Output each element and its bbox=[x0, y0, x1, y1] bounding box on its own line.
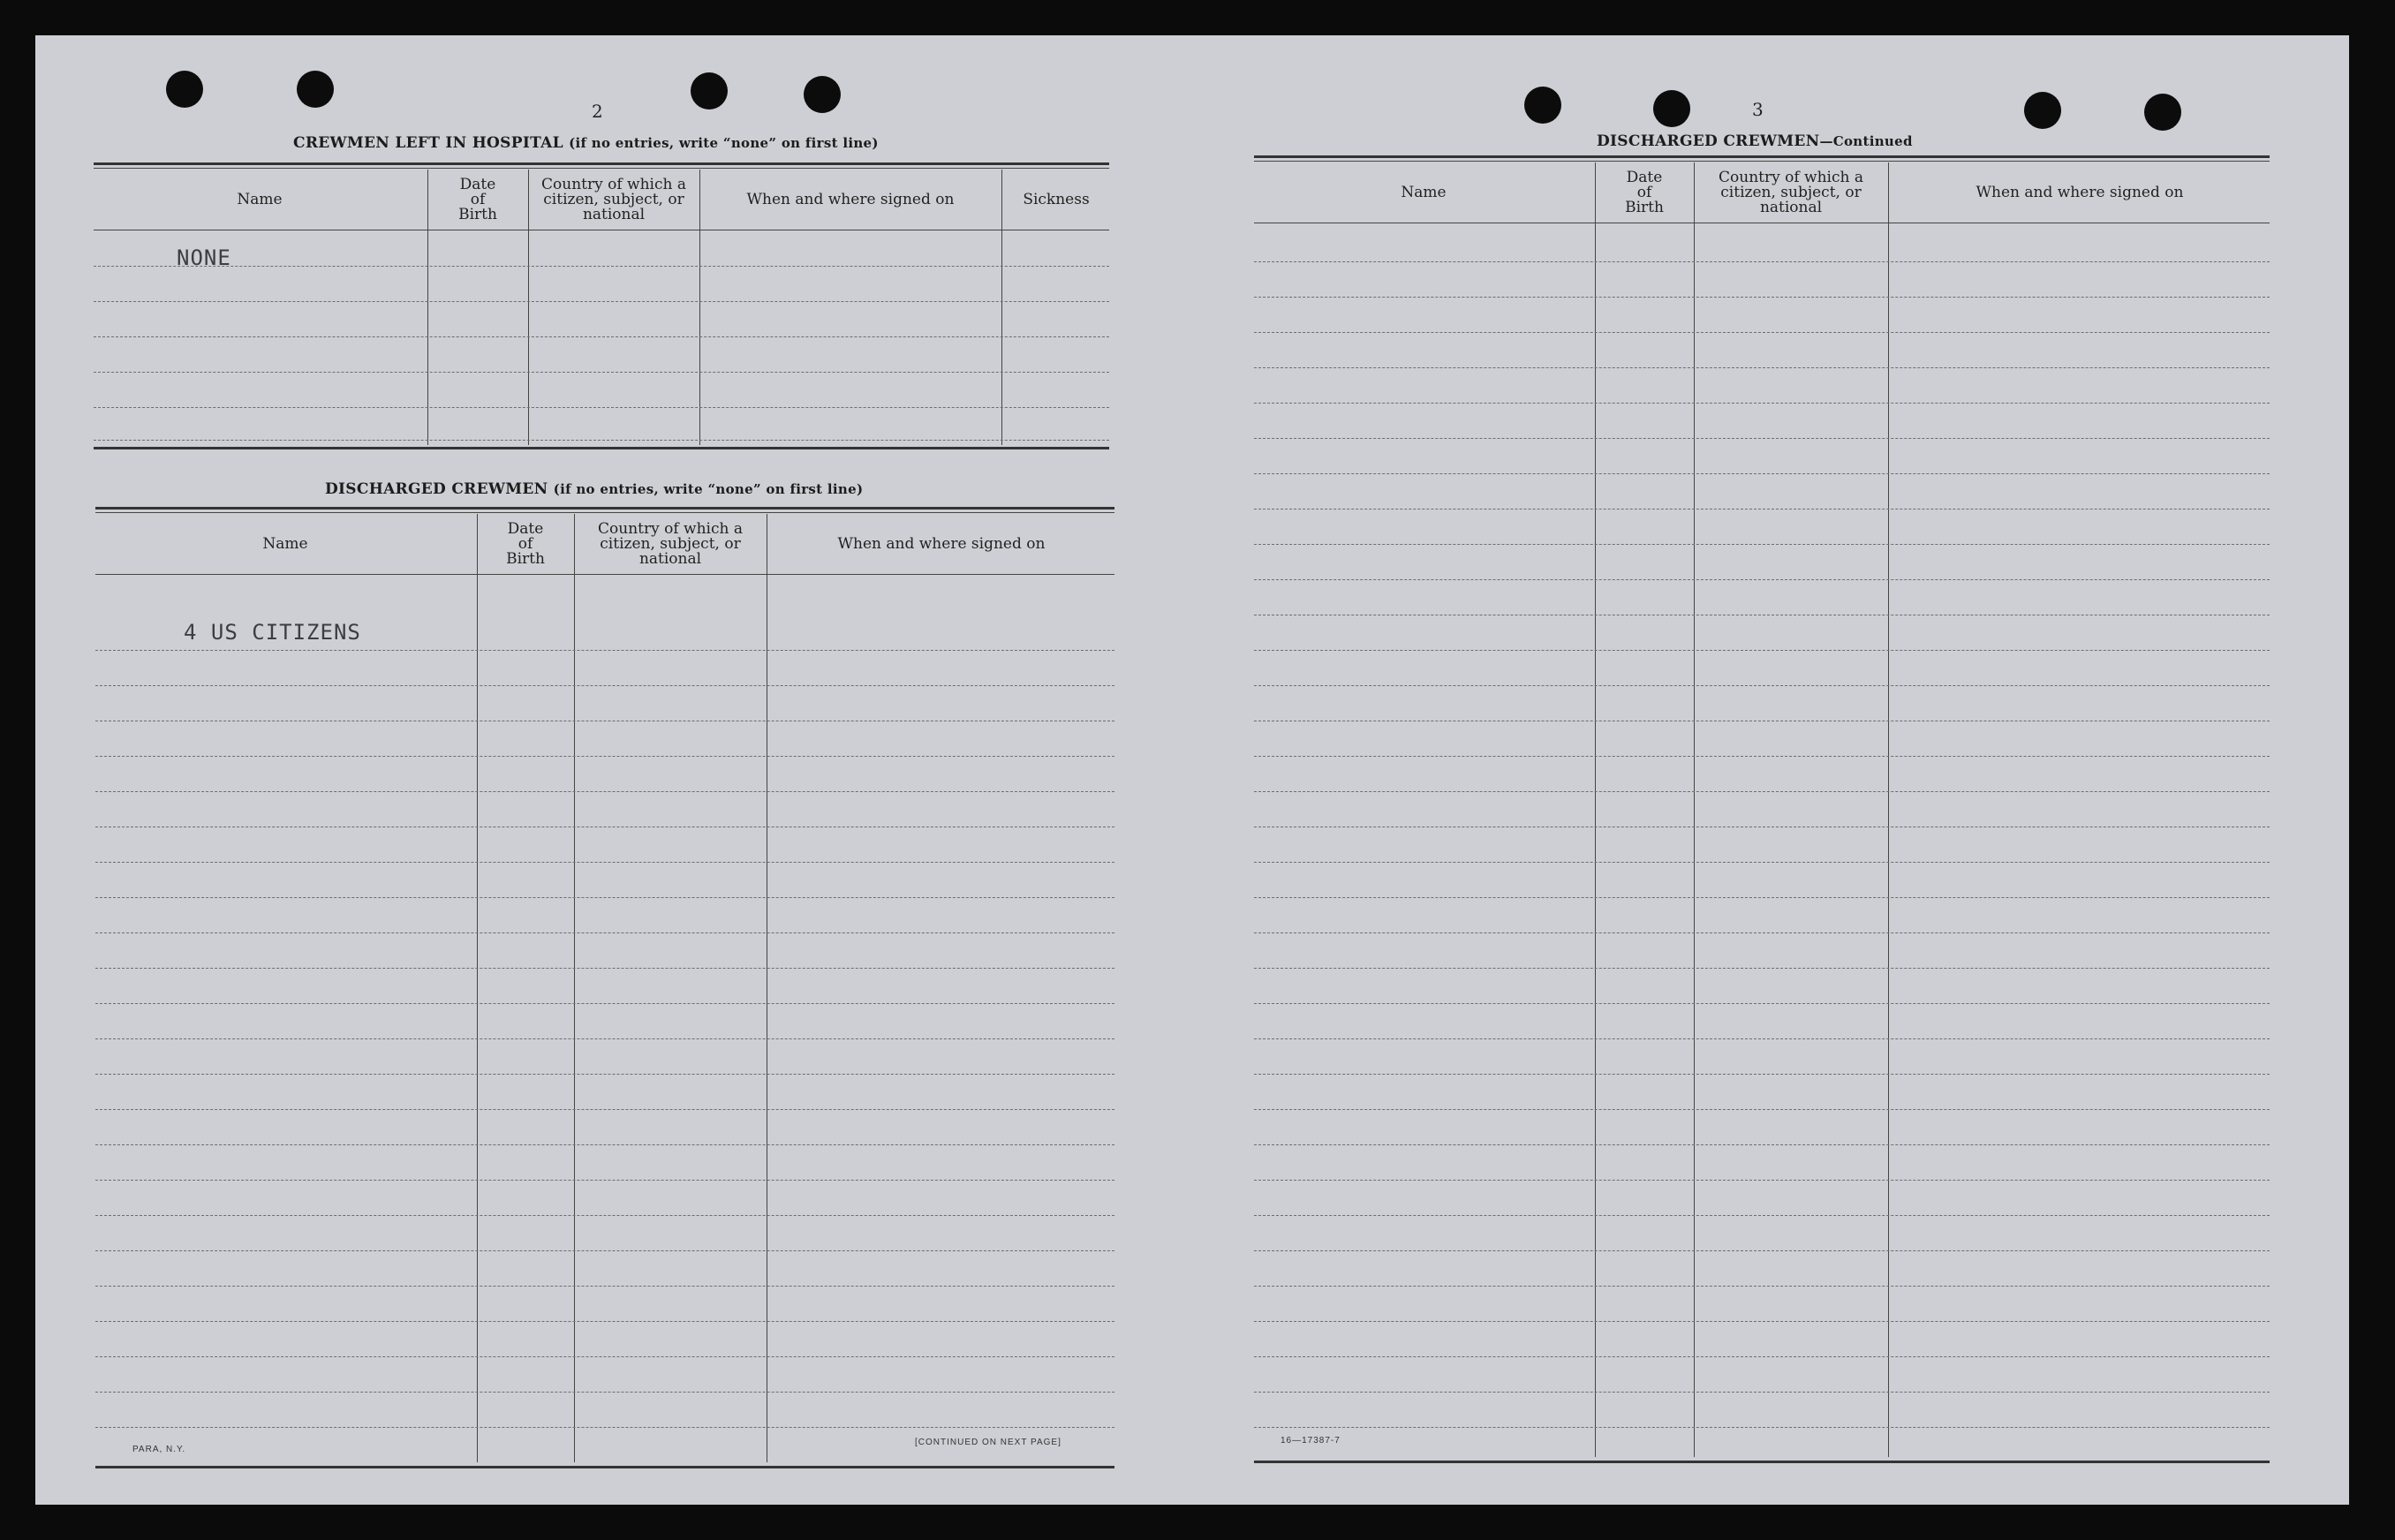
discharged-table-right bbox=[1254, 155, 2270, 1464]
entry-line bbox=[95, 1038, 1114, 1039]
entry-line bbox=[1254, 1321, 2270, 1322]
entry-line bbox=[95, 932, 1114, 933]
entry-line bbox=[94, 407, 1109, 408]
hospital-instruction-text: (if no entries, write “none” on first line) bbox=[569, 135, 879, 151]
entry-line bbox=[95, 1109, 1114, 1110]
discharged-title-text: DISCHARGED CREWMEN bbox=[325, 480, 548, 498]
entry-line bbox=[1254, 403, 2270, 404]
entry-line bbox=[94, 336, 1109, 337]
col-header-signed-on: When and where signed on bbox=[746, 190, 955, 208]
entry-line bbox=[94, 440, 1109, 441]
entry-line bbox=[1254, 685, 2270, 686]
hospital-title-text: CREWMEN LEFT IN HOSPITAL bbox=[293, 134, 563, 152]
entry-line bbox=[1254, 509, 2270, 510]
entry-line bbox=[1254, 1074, 2270, 1075]
entry-line bbox=[1254, 261, 2270, 262]
col-header-date-of-birth: Date of Birth bbox=[1625, 168, 1664, 216]
entry-line bbox=[1254, 332, 2270, 333]
entry-line bbox=[1254, 1144, 2270, 1145]
page-number-left: 2 bbox=[592, 101, 603, 122]
entry-line bbox=[95, 1250, 1114, 1251]
col-header-country: Country of which a citizen, subject, or national bbox=[541, 175, 686, 223]
entry-line bbox=[95, 650, 1114, 651]
punch-hole bbox=[2144, 94, 2181, 131]
entry-line bbox=[95, 1144, 1114, 1145]
entry-line bbox=[95, 685, 1114, 686]
entry-line bbox=[1254, 650, 2270, 651]
col-header-name: Name bbox=[1401, 183, 1447, 201]
entry-line bbox=[94, 372, 1109, 373]
footer-printer-left: PARA, N.Y. bbox=[132, 1445, 186, 1454]
page-number-right: 3 bbox=[1752, 99, 1764, 120]
entry-line bbox=[1254, 1038, 2270, 1039]
entry-line bbox=[1254, 1392, 2270, 1393]
footer-continued: [CONTINUED ON NEXT PAGE] bbox=[915, 1438, 1062, 1447]
entry-line bbox=[95, 1215, 1114, 1216]
entry-line bbox=[95, 756, 1114, 757]
punch-hole bbox=[1524, 87, 1561, 124]
punch-hole bbox=[691, 72, 728, 109]
entry-line bbox=[94, 301, 1109, 302]
col-header-country: Country of which a citizen, subject, or national bbox=[1719, 168, 1863, 216]
entry-line bbox=[1254, 968, 2270, 969]
entry-line bbox=[95, 1003, 1114, 1004]
entry-line bbox=[1254, 367, 2270, 368]
entry-line bbox=[1254, 1427, 2270, 1428]
discharged-instruction-text: (if no entries, write “none” on first line) bbox=[553, 481, 864, 497]
entry-line bbox=[95, 862, 1114, 863]
entry-line bbox=[95, 1321, 1114, 1322]
entry-line bbox=[1254, 756, 2270, 757]
entry-line bbox=[95, 1180, 1114, 1181]
entry-line bbox=[94, 266, 1109, 267]
entry-line bbox=[1254, 438, 2270, 439]
punch-hole bbox=[297, 71, 334, 108]
entry-line bbox=[1254, 862, 2270, 863]
entry-line bbox=[1254, 932, 2270, 933]
entry-line bbox=[95, 1392, 1114, 1393]
col-header-signed-on: When and where signed on bbox=[837, 534, 1046, 553]
punch-hole bbox=[166, 71, 203, 108]
entry-line bbox=[95, 1286, 1114, 1287]
entry-line bbox=[95, 1356, 1114, 1357]
entry-line bbox=[1254, 579, 2270, 580]
entry-line bbox=[95, 791, 1114, 792]
discharged-table-left bbox=[95, 507, 1114, 1469]
entry-line bbox=[1254, 297, 2270, 298]
col-header-signed-on: When and where signed on bbox=[1976, 183, 2184, 201]
entry-line bbox=[1254, 1215, 2270, 1216]
entry-line bbox=[1254, 1356, 2270, 1357]
col-header-date-of-birth: Date of Birth bbox=[458, 175, 497, 223]
entry-line bbox=[1254, 544, 2270, 545]
continued-suffix-text: —Continued bbox=[1819, 133, 1913, 149]
hospital-entry: NONE bbox=[177, 245, 231, 270]
punch-hole bbox=[804, 76, 841, 113]
continued-section-title bbox=[1597, 132, 1913, 150]
discharged-section-title bbox=[325, 480, 863, 498]
entry-line bbox=[95, 1427, 1114, 1428]
entry-line bbox=[1254, 1003, 2270, 1004]
col-header-country: Country of which a citizen, subject, or national bbox=[598, 519, 743, 568]
entry-line bbox=[1254, 1286, 2270, 1287]
discharged-entry: 4 US CITIZENS bbox=[184, 620, 361, 645]
entry-line bbox=[1254, 1109, 2270, 1110]
entry-line bbox=[1254, 1250, 2270, 1251]
manifest-sheet bbox=[35, 35, 2349, 1505]
col-header-name: Name bbox=[262, 534, 308, 553]
entry-line bbox=[1254, 1180, 2270, 1181]
entry-line bbox=[1254, 897, 2270, 898]
entry-line bbox=[1254, 473, 2270, 474]
punch-hole bbox=[2024, 92, 2061, 129]
hospital-section-title bbox=[293, 134, 879, 152]
col-header-name: Name bbox=[237, 190, 283, 208]
entry-line bbox=[95, 968, 1114, 969]
col-header-sickness: Sickness bbox=[1023, 190, 1090, 208]
col-header-date-of-birth: Date of Birth bbox=[506, 519, 545, 568]
continued-title-text: DISCHARGED CREWMEN bbox=[1597, 132, 1820, 150]
hospital-table bbox=[94, 162, 1109, 454]
entry-line bbox=[95, 1074, 1114, 1075]
entry-line bbox=[95, 897, 1114, 898]
entry-line bbox=[1254, 791, 2270, 792]
punch-hole bbox=[1653, 90, 1690, 127]
footer-form-number: 16—17387-7 bbox=[1281, 1436, 1341, 1446]
